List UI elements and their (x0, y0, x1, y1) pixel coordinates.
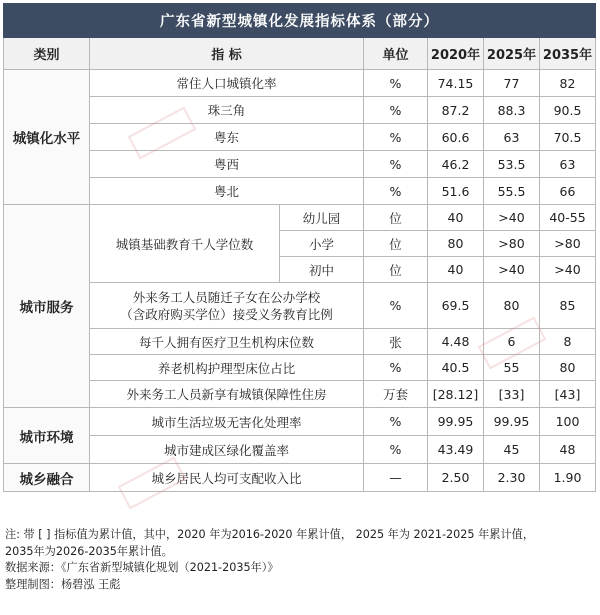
indicator-table (3, 3, 596, 492)
note-line-2: 2035年为2026-2035年累计值。 (5, 544, 173, 558)
unit-cell: 位 (364, 257, 428, 283)
sub-indicator-cell: 小学 (280, 231, 364, 257)
value-2020: 51.6 (428, 178, 484, 205)
notes-block (5, 527, 595, 593)
indicator-cell (90, 283, 364, 329)
unit-cell: % (364, 355, 428, 381)
value-2025: 53.5 (484, 151, 540, 178)
unit-cell: % (364, 70, 428, 97)
value-2025: 6 (484, 329, 540, 355)
unit-cell: % (364, 283, 428, 329)
table-row (4, 178, 596, 205)
value-2020: 40.5 (428, 355, 484, 381)
header-category: 类别 (4, 38, 90, 70)
indicator-line-1: 外来务工人员随迁子女在公办学校 (132, 289, 321, 305)
value-2020: 74.15 (428, 70, 484, 97)
table-row (4, 408, 596, 436)
indicator-cell: 珠三角 (90, 97, 364, 124)
value-2035: >40 (540, 257, 596, 283)
unit-cell: 位 (364, 231, 428, 257)
unit-cell: % (364, 436, 428, 464)
value-2025: 99.95 (484, 408, 540, 436)
header-2025: 2025年 (484, 38, 540, 70)
value-2020: 40 (428, 205, 484, 231)
value-2035: >80 (540, 231, 596, 257)
chart-credit: 整理制图：杨碧泓 王彪 (5, 577, 121, 591)
value-2020: 69.5 (428, 283, 484, 329)
value-2025: 63 (484, 124, 540, 151)
category-integration: 城乡融合 (4, 464, 90, 492)
unit-cell: — (364, 464, 428, 492)
value-2035: [43] (540, 381, 596, 408)
value-2025: [33] (484, 381, 540, 408)
indicator-cell: 常住人口城镇化率 (90, 70, 364, 97)
table-row (4, 355, 596, 381)
table-title: 广东省新型城镇化发展指标体系（部分） (4, 4, 596, 38)
value-2020: 40 (428, 257, 484, 283)
category-environment: 城市环境 (4, 408, 90, 464)
table-row (4, 464, 596, 492)
indicator-cell: 粤北 (90, 178, 364, 205)
value-2035: 48 (540, 436, 596, 464)
value-2035: 82 (540, 70, 596, 97)
value-2035: 63 (540, 151, 596, 178)
table-row (4, 381, 596, 408)
header-2035: 2035年 (540, 38, 596, 70)
header-2020: 2020年 (428, 38, 484, 70)
table-row (4, 151, 596, 178)
unit-cell: 万套 (364, 381, 428, 408)
table-row (4, 124, 596, 151)
table-row (4, 205, 596, 231)
table-row (4, 97, 596, 124)
data-source: 数据来源：《广东省新型城镇化规划（2021-2035年）》 (5, 561, 279, 574)
indicator-table-container (3, 3, 595, 492)
value-2020: 87.2 (428, 97, 484, 124)
value-2025: >80 (484, 231, 540, 257)
indicator-cell-education: 城镇基础教育千人学位数 (90, 205, 280, 283)
value-2025: 77 (484, 70, 540, 97)
table-row (4, 436, 596, 464)
value-2035: 90.5 (540, 97, 596, 124)
unit-cell: % (364, 97, 428, 124)
table-row (4, 70, 596, 97)
category-urbanization: 城镇化水平 (4, 70, 90, 205)
value-2035: 8 (540, 329, 596, 355)
value-2020: [28.12] (428, 381, 484, 408)
note-line-1: 注: 带 [ ] 指标值为累计值，其中，2020 年为2016-2020 年累计值， 2025 年为 2021-2025 年累计值， (5, 528, 535, 541)
unit-cell: % (364, 178, 428, 205)
unit-cell: % (364, 124, 428, 151)
sub-indicator-cell: 初中 (280, 257, 364, 283)
value-2020: 43.49 (428, 436, 484, 464)
value-2025: 2.30 (484, 464, 540, 492)
value-2035: 85 (540, 283, 596, 329)
header-indicator: 指 标 (90, 38, 364, 70)
value-2020: 60.6 (428, 124, 484, 151)
value-2020: 4.48 (428, 329, 484, 355)
table-row (4, 329, 596, 355)
value-2020: 80 (428, 231, 484, 257)
indicator-cell: 城市生活垃圾无害化处理率 (90, 408, 364, 436)
value-2025: 55 (484, 355, 540, 381)
category-services: 城市服务 (4, 205, 90, 408)
indicator-line-2: （含政府购买学位）接受义务教育比例 (120, 306, 333, 322)
table-row (4, 283, 596, 329)
header-unit: 单位 (364, 38, 428, 70)
indicator-cell: 城市建成区绿化覆盖率 (90, 436, 364, 464)
table-title-row (4, 4, 596, 38)
value-2025: 80 (484, 283, 540, 329)
sub-indicator-cell: 幼儿园 (280, 205, 364, 231)
indicator-cell: 养老机构护理型床位占比 (90, 355, 364, 381)
value-2020: 99.95 (428, 408, 484, 436)
value-2025: 45 (484, 436, 540, 464)
value-2035: 66 (540, 178, 596, 205)
unit-cell: % (364, 151, 428, 178)
value-2035: 100 (540, 408, 596, 436)
value-2035: 80 (540, 355, 596, 381)
value-2020: 2.50 (428, 464, 484, 492)
value-2035: 40-55 (540, 205, 596, 231)
unit-cell: 位 (364, 205, 428, 231)
header-row (4, 38, 596, 70)
indicator-cell: 粤东 (90, 124, 364, 151)
unit-cell: 张 (364, 329, 428, 355)
value-2025: 55.5 (484, 178, 540, 205)
indicator-cell: 外来务工人员新享有城镇保障性住房 (90, 381, 364, 408)
indicator-cell: 粤西 (90, 151, 364, 178)
indicator-cell: 城乡居民人均可支配收入比 (90, 464, 364, 492)
value-2025: 88.3 (484, 97, 540, 124)
value-2025: >40 (484, 257, 540, 283)
unit-cell: % (364, 408, 428, 436)
value-2025: >40 (484, 205, 540, 231)
value-2035: 70.5 (540, 124, 596, 151)
indicator-cell: 每千人拥有医疗卫生机构床位数 (90, 329, 364, 355)
value-2035: 1.90 (540, 464, 596, 492)
value-2020: 46.2 (428, 151, 484, 178)
